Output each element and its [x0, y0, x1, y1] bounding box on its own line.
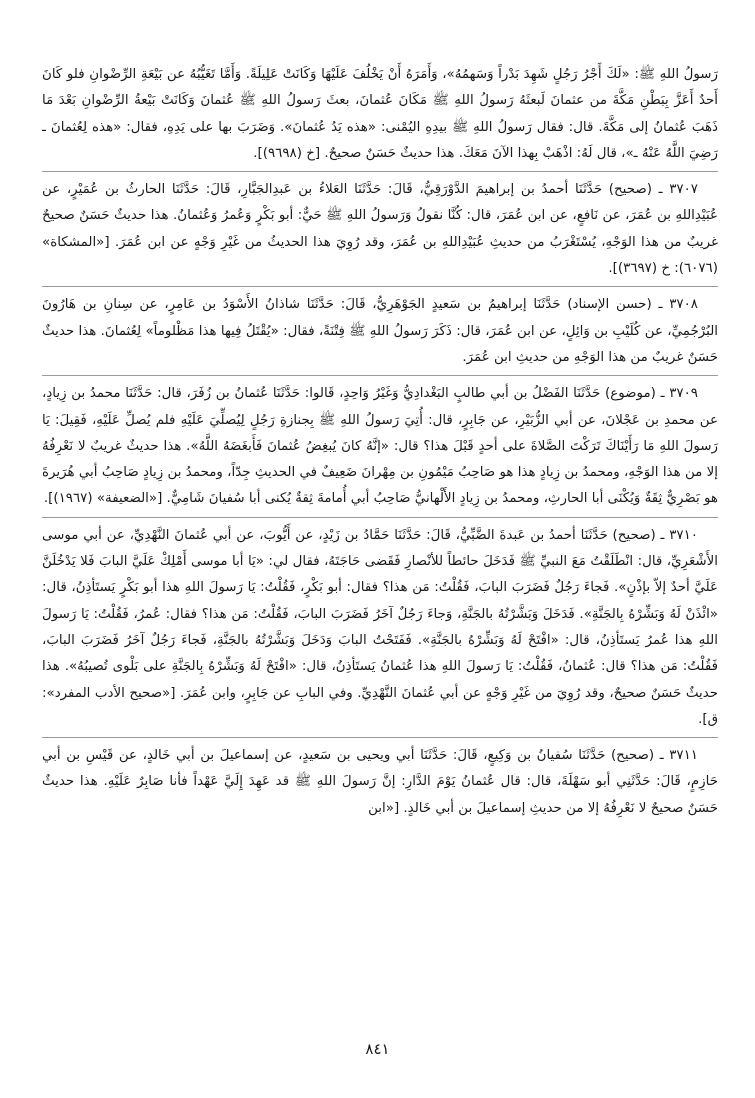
divider [42, 375, 718, 376]
hadith-3711: ٣٧١١ ـ (صحيح) حَدَّثَنَا سُفيانُ بن وَكِيعٍ، قَالَ: حَدَّثَنَا أبي ويحيى بن سَعيدٍ، عن إسماعيلَ بن أبي خَالدٍ، عن قَيْسِ بن أبي حَازِمٍ، قَالَ: حَدَّثَنِي أبو سَهْلَةَ، قال: قال عُثمانُ يَوْمَ الدَّارِ: إنَّ رَسولَ اللهِ ﷺ قد عَهِدَ إِلَيَّ عَهْداً فأنا صَابِرٌ عَلَيْهِ. هذا حديثٌ حَسَنٌ صحيحٌ لا نَعْرِفُهُ إلا من حديثِ إسماعيلَ بن أبي خَالدٍ. [«ابن [42, 748, 718, 816]
hadith-3709: ٣٧٠٩ ـ (موضوع) حَدَّثَنَا الفَضْلُ بن أبي طالبٍ البَغْدادِيُّ وَغَيْرُ وَاحِدٍ، قَالوا: حَدَّثَنَا عُثمانُ بن زُفَرَ، قال: حَدَّثَنَا محمدُ بن زِيادٍ، عن محمدِ بن عَجْلانَ، عن أبي الزُّبَيْرِ، عن جَابِرٍ، قال: أُتِيَ رَسولُ اللهِ ﷺ بِجنازةِ رَجُلٍ لِيُصلِّيَ عَلَيْهِ فلم يُصلِّ عَلَيْهِ، فَقِيلَ: يَا رَسولَ اللهِ مَا رَأَيْنَاكَ تَرَكْتَ الصَّلاةَ على أحدٍ قَبْلَ هذا؟ قال: «إنَّهُ كانَ يُبغِضُ عُثمانَ فَأَبغَضَهُ اللَّهُ». هذا حديثٌ غريبٌ لا نَعْرِفُهُ إلا من هذا الوَجْهِ، ومحمدُ بن زِيادٍ هذا هو صَاحِبُ مَيْمُونِ بن مِهْرانَ ضَعِيفٌ في الحديثِ جِدّاً، ومحمدُ بن زِيادٍ صَاحِبُ أبي هُرَيرةَ هو بَصْرِيٌّ ثِقَةٌ وَيُكْنَى أبا الحارثِ، ومحمدُ بن زِيادٍ الأَلْهانيُّ صَاحِبُ أبي أُمامةَ ثِقةٌ يُكنى أبا سُفيانَ شَامِيٌّ. [«الضعيفة» (١٩٦٧)]. [42, 386, 718, 507]
paragraph-continuation: رَسولُ اللهِ ﷺ: «لَكَ أَجْرُ رَجُلٍ شَهِدَ بَدْراً وَسَهمُهُ»، وَأَمَرَهُ أَنْ يَخْلُفَ عَلَيْهَا وَكَانَتْ عَلِيلَةً. وَأَمَّا تَغَيُّبُهُ عن بَيْعَةِ الرِّضْوانِ فلو كَانَ أَحدٌ أَعَزَّ بِبَطْنِ مَكَّةَ من عثمانَ لَبعثَهُ رَسولُ اللهِ ﷺ مَكَانَ عُثمانَ، بعثَ رَسولُ اللهِ ﷺ عُثمانَ وَكَانَتْ بَيْعةُ الرِّضْوانِ بَعْدَ مَا ذَهَبَ عُثمانُ إلى مَكَّةَ. قال: فقال رَسولُ اللهِ ﷺ بيدِهِ اليُمْنى: «هذه يَدُ عُثمانَ». وَضَرَبَ بها على يَدِهِ، فقال: «هذه لِعُثمانَ ـ رَضِيَ اللَّهُ عَنْهُ ـ»، قال لَهُ: اذْهَبْ بِهذا الآنَ مَعَكَ. هذا حديثٌ حَسَنٌ صحيحٌ. [خ (٩٦٩٨)]. [42, 67, 718, 161]
divider [42, 737, 718, 738]
page-number: ٨٤١ [365, 1040, 390, 1058]
hadith-3707: ٣٧٠٧ ـ (صحيح) حَدَّثَنَا أحمدُ بن إبراهيمَ الدَّوْرَقِيُّ، قَالَ: حَدَّثَنَا العَلاءُ بن عَبدِالجَبَّارِ، قَالَ: حَدَّثَنَا الحارثُ بن عُمَيْرٍ، عن عُبَيْدِاللهِ بن عُمَرَ، عن نَافعٍ، عن ابن عُمَرَ، قال: كُنَّا نقولُ وَرَسولُ اللهِ ﷺ حَيٌّ: أبو بَكْرٍ وَعُمرُ وَعُثمانُ. هذا حديثٌ حَسَنٌ صحيحٌ غريبٌ من هذا الوَجْهِ، يُسْتَغْرَبُ من حديثِ عُبَيْدِاللهِ بن عُمَرَ، وقد رُوِيَ هذا الحديثُ من غَيْرِ وَجْهٍ عن ابن عُمَرَ. [«المشكاة» (٦٠٧٦): خ (٣٦٩٧)]. [42, 182, 718, 277]
divider [42, 171, 718, 172]
hadith-3710: ٣٧١٠ ـ (صحيح) حَدَّثَنَا أحمدُ بن عَبدةَ الضَّبِّيُّ، قَالَ: حَدَّثَنَا حَمَّادُ بن زَيْدٍ، عن أَيُّوبَ، عن أبي عُثمانَ النَّهْدِيِّ، عن أبي موسى الأَشْعَرِيِّ، قال: انْطَلَقْتُ مَعَ النبيِّ ﷺ فَدَخَلَ حائطاً للأنْصارِ فَقَضى حَاجَتَهُ، فقال لي: «يَا أبا موسى أَمْلِكْ عَلَيَّ البابَ فَلا يَدْخُلَنَّ عَلَيَّ أحدٌ إلاّ بإذْنٍ». فَجاءَ رَجُلٌ فَضَرَبَ البابَ، فَقُلْتُ: مَن هذا؟ فقال: أبو بَكْرٍ، فَقُلْتُ: يَا رَسولَ اللهِ هذا أبو بَكْرٍ يَستَأذِنُ، قال: «ائْذَنْ لَهُ وَبَشِّرْهُ بِالجَنَّةِ». فَدَخَلَ وَبَشَّرْتُهُ بالجَنَّةِ، وَجاءَ رَجُلٌ آخَرُ فَضَرَبَ البابَ، فَقُلْتُ: مَن هذا؟ فقال: عُمرُ، فَقُلْتُ: يَا رَسولَ اللهِ هذا عُمرُ يَستَأذِنُ، قال: «افْتَحْ لَهُ وَبَشِّرْهُ بالجَنَّةِ». فَفَتَحْتُ البابَ وَدَخَلَ وَبَشَّرْتُهُ بالجَنَّةِ، فَجاءَ رَجُلٌ آخَرُ فَضَرَبَ البابَ، فَقُلْتُ: مَن هذا؟ قال: عُثمانُ، فَقُلْتُ: يَا رَسولَ اللهِ هذا عُثمانُ يَستَأذِنُ، قال: «افْتَحْ لَهُ وَبَشِّرْهُ بِالجَنَّةِ على بَلْوى تُصيبُهُ». هذا حديثٌ حَسَنٌ صحيحٌ، وقد رُوِيَ من غَيْرِ وَجْهٍ عن أبي عُثمانَ النَّهْدِيِّ. وفي البابِ عن جَابِرٍ، وابن عُمَرَ. [«صحيح الأدب المفرد»: ق]. [42, 527, 718, 727]
divider [42, 517, 718, 518]
page-body [42, 62, 718, 822]
hadith-3708: ٣٧٠٨ ـ (حسن الإسناد) حَدَّثَنَا إبراهيمُ بن سَعيدٍ الجَوْهَرِيُّ، قَالَ: حَدَّثَنَا شاذانُ الأَسْوَدُ بن عَامِرٍ، عن سِنانِ بن هَارُونَ البُرْجُمِيِّ، عن كُلَيْبِ بن وَائِلٍ، عن ابن عُمَرَ، قال: ذَكَرَ رَسولُ اللهِ ﷺ فِتْنَةً، فقال: «يُقْتَلُ فِيها هذا مَظْلوماً» لِعُثمانَ. هذا حديثٌ حَسَنٌ غريبٌ من هذا الوَجْهِ من حديثِ ابن عُمَرَ. [42, 297, 718, 365]
divider [42, 286, 718, 287]
